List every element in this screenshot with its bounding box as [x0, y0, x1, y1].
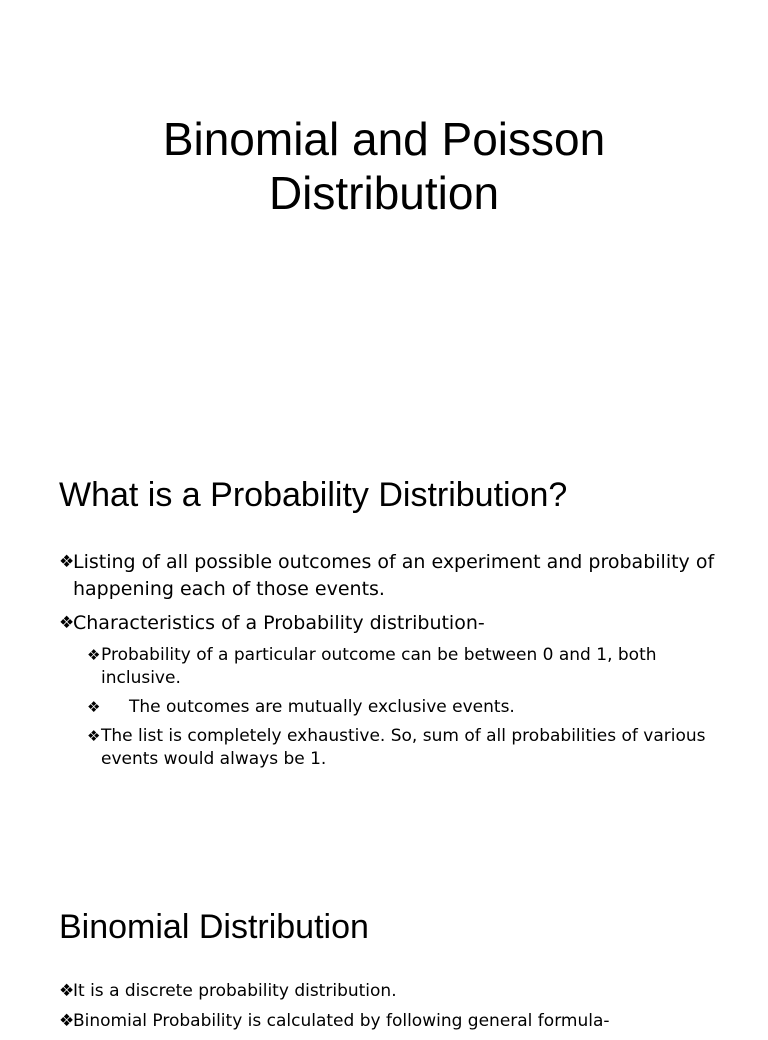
diamond-bullet-icon: ❖: [87, 698, 99, 716]
title-line-1: Binomial and Poisson: [162, 113, 606, 165]
bullet-list: [59, 979, 719, 1040]
list-item: [59, 610, 719, 637]
diamond-bullet-icon: ❖: [87, 727, 99, 745]
diamond-bullet-icon: ❖: [59, 981, 73, 1001]
diamond-bullet-icon: ❖: [59, 552, 73, 572]
sub-bullet-text: Probability of a particular outcome can be between 0 and 1, both inclusive.: [101, 645, 657, 688]
bullet-text: It is a discrete probability distribution.: [73, 981, 397, 1001]
sub-bullet-text: The list is completely exhaustive. So, sum of all probabilities of various events would always be 1.: [101, 726, 706, 769]
sub-list-item: [87, 696, 719, 719]
slide-heading: What is a Probability Distribution?: [59, 476, 568, 514]
sub-list-item: [87, 725, 719, 771]
diamond-bullet-icon: ❖: [59, 613, 73, 633]
diamond-bullet-icon: ❖: [87, 646, 99, 664]
bullet-text: Listing of all possible outcomes of an experiment and probability of happening each of those events.: [73, 551, 715, 600]
bullet-list: [59, 549, 719, 777]
bullet-text: Characteristics of a Probability distribution-: [73, 612, 485, 634]
bullet-text: Binomial Probability is calculated by following general formula-: [73, 1011, 610, 1031]
sub-bullet-text: The outcomes are mutually exclusive events.: [129, 697, 515, 717]
list-item: [59, 549, 719, 603]
list-item: [59, 979, 719, 1003]
title-line-2: Distribution: [268, 167, 500, 219]
sub-list-item: [87, 644, 719, 690]
list-item: [59, 1009, 719, 1033]
slide-heading: Binomial Distribution: [59, 908, 369, 946]
diamond-bullet-icon: ❖: [59, 1011, 73, 1031]
